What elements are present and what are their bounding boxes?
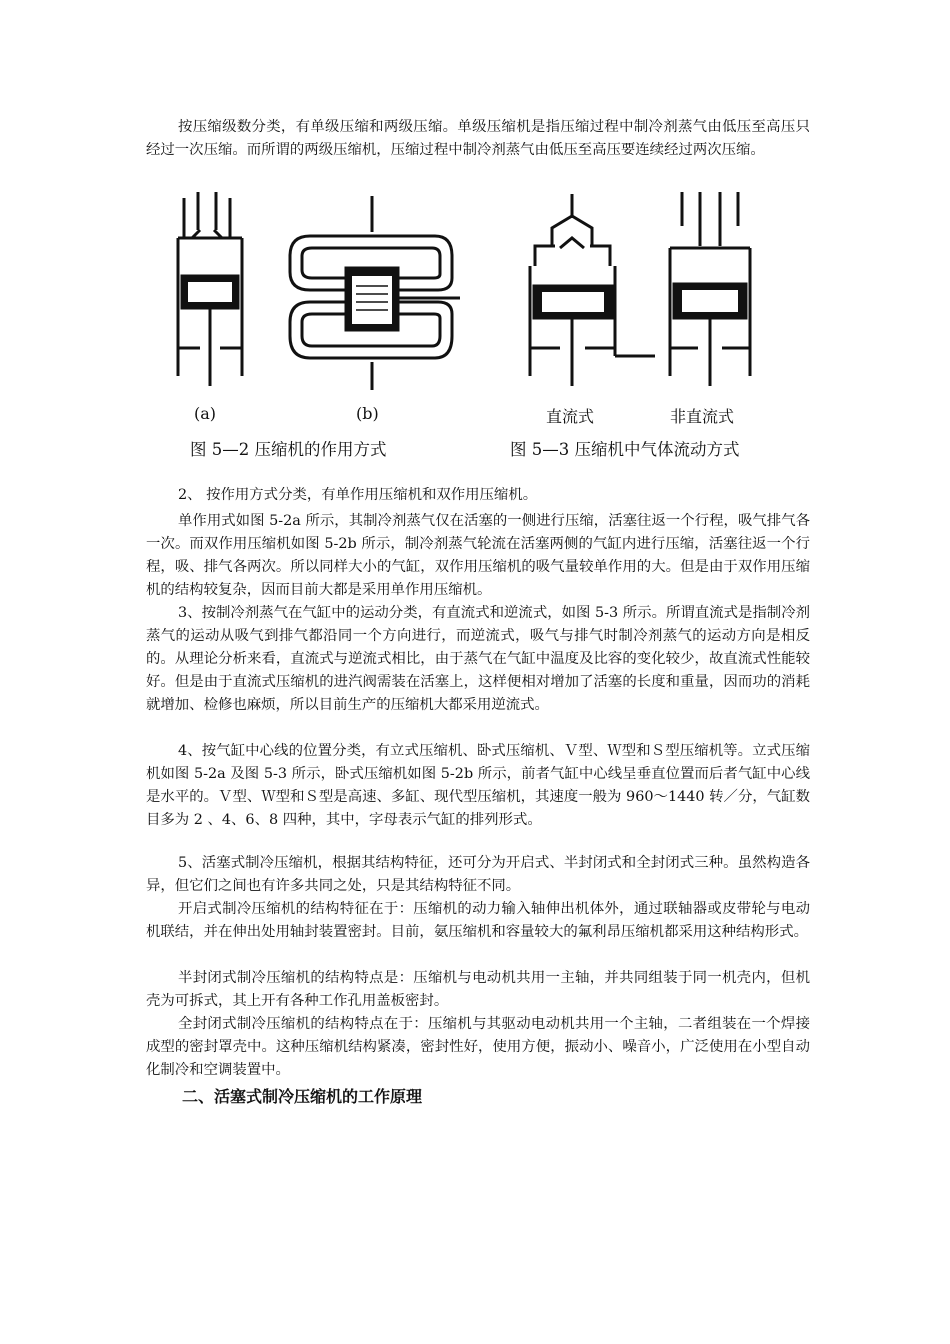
section-heading: 二、活塞式制冷压缩机的工作原理 [182,1087,423,1106]
label-direct-flow: 直流式 [546,407,595,426]
direct-flow-cylinder-diagram [530,194,655,386]
label-a: (a) [194,404,217,423]
non-direct-flow-cylinder-diagram [670,192,750,386]
paragraph-stage-classification: 按压缩级数分类，有单级压缩和两级压缩。单级压缩机是指压缩过程中制冷剂蒸气由低压至高压只经过一次压缩。而所谓的两级压缩机，压缩过程中制冷剂蒸气由低压至高压要连续经过两次压缩。 [146,119,810,158]
single-acting-cylinder-diagram [178,192,242,386]
compressor-figures [160,186,810,466]
paragraph-hermetic: 全封闭式制冷压缩机的结构特点在于：压缩机与其驱动电动机共用一个主轴，二者组装在一个焊接成型的密封罩壳中。这种压缩机结构紧凑，密封性好，使用方便，振动小、噪音小，广泛使用在小型自动化制冷和空调装置中。 [146,1016,810,1078]
paragraph-open-type: 开启式制冷压缩机的结构特征在于：压缩机的动力输入轴伸出机体外，通过联轴器或皮带轮与电动机联结，并在伸出处用轴封装置密封。目前，氨压缩机和容量较大的氟利昂压缩机都采用这种结构形式。 [146,901,810,940]
double-acting-cylinder-diagram [290,196,460,390]
caption-figure-5-3: 图 5—3 压缩机中气体流动方式 [510,440,740,459]
paragraph-cylinder-axis-classification: 4、按气缸中心线的位置分类，有立式压缩机、卧式压缩机、Ｖ型、Ｗ型和Ｓ型压缩机等。立式压缩机如图 5-2a 及图 5-3 所示，卧式压缩机如图 5-2b 所示，前者气缸中心线呈垂直位置而后者气缸中心线是水平的。Ｖ型、Ｗ型和Ｓ型是高速、多缸、现代型压缩机，其速度一般为 960～1440 转／分，气缸数目多为 2 、4、6、8 四种，其中，字母表示气缸的排列形式。 [146,743,810,828]
paragraph-single-double-acting: 单作用式如图 5-2a 所示，其制冷剂蒸气仅在活塞的一侧进行压缩，活塞往返一个行程，吸气排气各一次。而双作用压缩机如图 5-2b 所示，制冷剂蒸气轮流在活塞两侧的气缸内进行压缩，活塞往返一个行程，吸、排气各两次。所以同样大小的气缸，双作用压缩机的吸气量较单作用的大。但是由于双作用压缩机的结构较复杂，因而目前大都是采用单作用压缩机。 [146,513,810,598]
paragraph-action-classification: 2、 按作用方式分类，有单作用压缩机和双作用压缩机。 [178,487,538,503]
paragraph-structure-classification: 5、活塞式制冷压缩机，根据其结构特征，还可分为开启式、半封闭式和全封闭式三种。虽然构造各异，但它们之间也有许多共同之处，只是其结构特征不同。 [146,855,810,894]
compressor-diagrams [160,186,810,401]
label-b: (b) [356,404,379,423]
paragraph-flow-classification: 3、按制冷剂蒸气在气缸中的运动分类，有直流式和逆流式，如图 5-3 所示。所谓直流式是指制冷剂蒸气的运动从吸气到排气都沿同一个方向进行，而逆流式，吸气与排气时制冷剂蒸气的运动方向是相反的。从理论分析来看，直流式与逆流式相比，由于蒸气在气缸中温度及比容的变化较少，故直流式性能较好。但是由于直流式压缩机的进汽阀需装在活塞上，这样便相对增加了活塞的长度和重量，因而功的消耗就增加、检修也麻烦，所以目前生产的压缩机大都采用逆流式。 [146,605,810,713]
caption-figure-5-2: 图 5—2 压缩机的作用方式 [190,440,387,459]
paragraph-semi-hermetic: 半封闭式制冷压缩机的结构特点是：压缩机与电动机共用一主轴，并共同组装于同一机壳内，但机壳为可拆式，其上开有各种工作孔用盖板密封。 [146,970,810,1009]
label-non-direct-flow: 非直流式 [670,407,735,426]
